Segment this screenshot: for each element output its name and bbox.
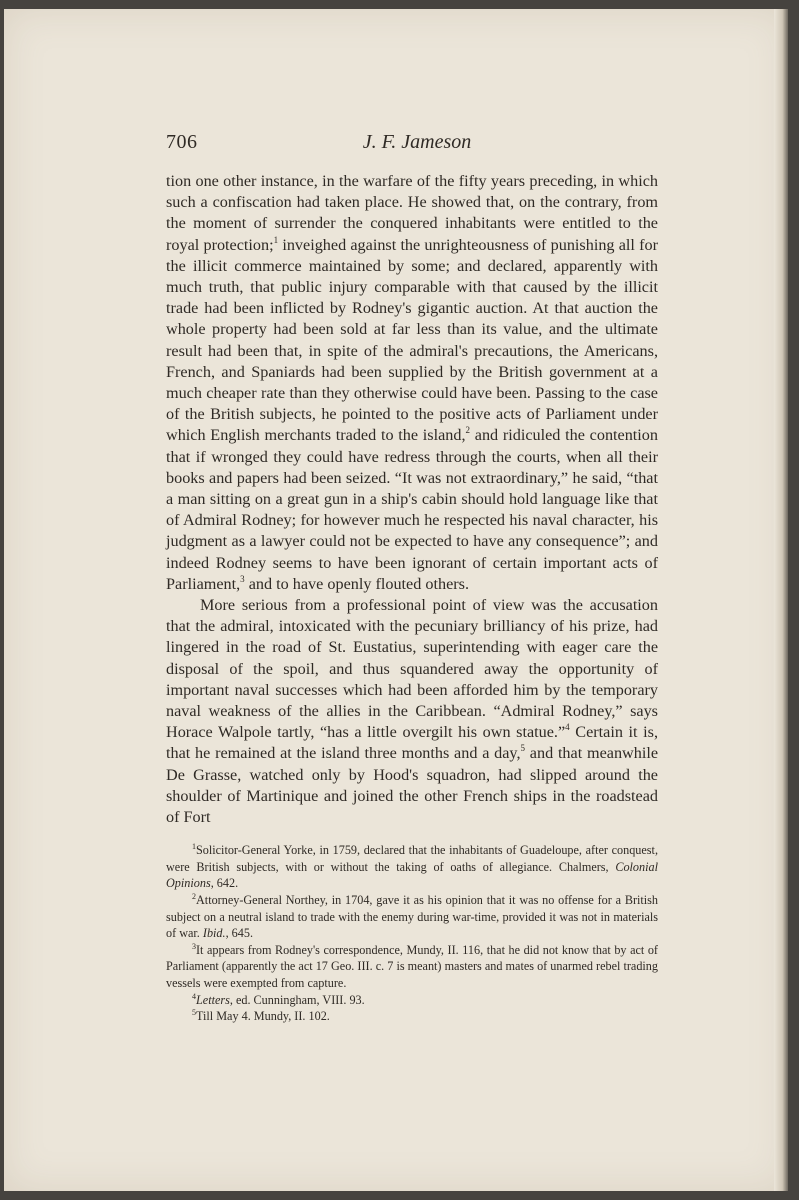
body-text: [166, 171, 658, 828]
footnote-ref-2[interactable]: 2: [465, 425, 471, 436]
footnote-1: $^1$Solicitor-General Yorke, in 1759, declared that the inhabitants of Guadeloupe, after conquest, were British subjects, with or without the taking of oaths of allegiance. Chalmers, Colonial Opinions, 642.: [166, 842, 658, 891]
paragraph-1: tion one other instance, in the warfare of the fifty years preceding, in which such a confiscation had taken place. He showed that, on the contrary, from the moment of surrender the conquered inhabitants were entitled to the royal protection;$^1$ inveighed against the unrighteousness of punishing all for the illicit commerce maintained by some; and declared, apparently with much truth, that public injury comparable with that caused by the illicit trade had been inflicted by Rodney's gigantic auction. At that auction the whole property had been sold at far less than its value, and the ultimate result had been that, in spite of the admiral's precautions, the Americans, French, and Spaniards had been supplied by the British government at a much cheaper rate than they otherwise could have been. Passing to the case of the British subjects, he pointed to the positive acts of Parliament under which English merchants traded to the island,$^2$ and ridiculed the contention that if wronged they could have redress through the courts, when all their books and papers had been seized. “It was not extraordinary,” he said, “that a man sitting on a great gun in a ship's cabin should hold language like that of Admiral Rodney; for however much he respected his naval character, his judgment as a lawyer could not be expected to have any consequence”; and indeed Rodney seems to have been ignorant of certain important acts of Parliament,$^3$ and to have openly flouted others.: [166, 172, 658, 593]
footnote-3: $^3$It appears from Rodney's correspondence, Mundy, II. 116, that he did not know that by act of Parliament (apparently the act 17 Geo. III. c. 7 is meant) masters and mates of unarmed rebel trading vessels were exempted from capture.: [166, 941, 658, 991]
footnote-number: 1: [192, 842, 196, 852]
footnote-2: $^2$Attorney-General Northey, in 1704, gave it as his opinion that it was no offense for a British subject on a neutral island to trade with the enemy during war-time, provided it was not in materials of war. Ibid., 645.: [166, 892, 658, 941]
book-page: [4, 9, 788, 1191]
footnote-ref-5[interactable]: 5: [520, 743, 526, 754]
footnote-number: 4: [192, 991, 196, 1001]
page-number: 706: [166, 131, 198, 153]
footnote-number: 5: [192, 1008, 196, 1018]
footnote-number: 2: [192, 892, 196, 902]
running-head: J. F. Jameson: [362, 131, 472, 153]
page-gutter-shadow: [774, 9, 788, 1191]
paragraph-2: More serious from a professional point of view was the accusation that the admiral, intoxicated with the pecuniary brilliancy of his prize, had lingered in the road of St. Eustatius, superintending with eager care the disposal of the spoil, and thus squandered away the opportunity of important naval successes which had been afforded him by the temporary naval weakness of the allies in the Caribbean. “Admiral Rodney,” says Horace Walpole tartly, “has a little overgilt his own statue.”$^4$ Certain it is, that he remained at the island three months and a day,$^5$ and that meanwhile De Grasse, watched only by Hood's squadron, had slipped around the shoulder of Martinique and joined the other French ships in the roadstead of Fort: [166, 596, 659, 827]
footnote-4: $^4$Letters, ed. Cunningham, VIII. 93.: [192, 991, 365, 1007]
page-header: [166, 127, 658, 161]
footnote-5: $^5$Till May 4. Mundy, II. 102.: [192, 1008, 330, 1024]
text-block: [166, 127, 658, 1025]
footnote-ref-4[interactable]: 4: [565, 722, 570, 733]
footnotes: [166, 842, 658, 1025]
footnote-number: 3: [192, 941, 196, 951]
footnote-ref-3[interactable]: 3: [240, 573, 245, 584]
footnote-ref-1[interactable]: 1: [273, 234, 279, 245]
